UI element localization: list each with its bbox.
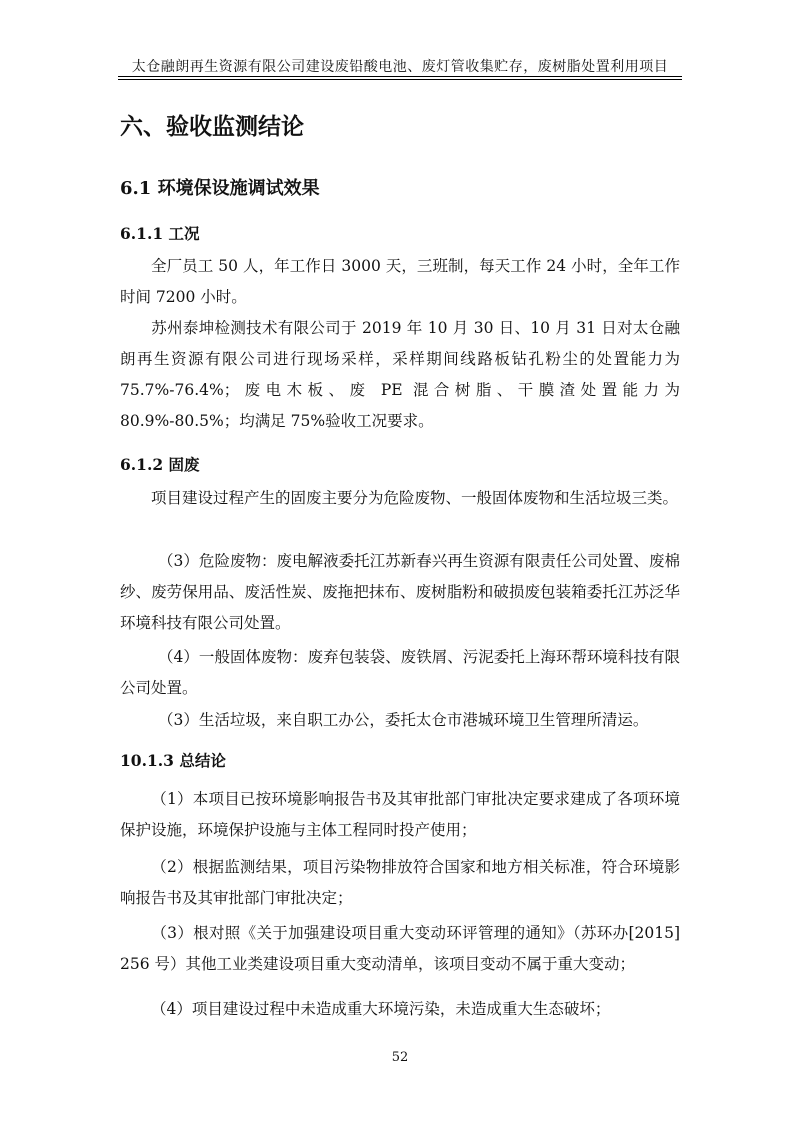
page-number: 52 [391, 1050, 409, 1065]
paragraph-text: （3）危险废物：废电解液委托江苏新春兴再生资源有限责任公司处置、废棉纱、废劳保用品、废活性炭、废拖把抹布、废树脂粉和破损废包装箱委托江苏泛华环境科技有限公司处置。 [120, 552, 680, 632]
paragraph [120, 918, 680, 980]
section-6-1-2-title: 6.1.2 固废 [120, 455, 200, 474]
section-10-1-3-title: 10.1.3 总结论 [120, 751, 226, 770]
paragraph [120, 852, 680, 914]
paragraph-text: 苏州泰坤检测技术有限公司于 2019 年 10 月 30 日、10 月 31 日对太仓融朗再生资源有限公司进行现场采样，采样期间线路板钻孔粉尘的处置能力为 75.7%-76.4%；废电木板、废 PE 混合树脂、干膜渣处置能力为 80.9%-80.5%；均满足 75%验收工况要求。 [120, 319, 680, 430]
paragraph [120, 546, 680, 639]
paragraph [120, 251, 680, 313]
running-header: 太仓融朗再生资源有限公司建设废铅酸电池、废灯管收集贮存，废树脂处置利用项目 [131, 59, 669, 75]
paragraph-text: （4）项目建设过程中未造成重大环境污染，未造成重大生态破坏； [151, 1000, 611, 1018]
paragraph-text: （3）根对照《关于加强建设项目重大变动环评管理的通知》（苏环办[2015] 256 号）其他工业类建设项目重大变动清单，该项目变动不属于重大变动； [120, 924, 680, 973]
section-6-1-title: 6.1 环境保设施调试效果 [120, 178, 320, 199]
chapter-title: 六、验收监测结论 [120, 113, 304, 140]
paragraph [120, 483, 680, 514]
paragraph-text: （2）根据监测结果，项目污染物排放符合国家和地方相关标准，符合环境影响报告书及其审批部门审批决定； [120, 858, 680, 907]
paragraph [120, 994, 680, 1025]
paragraph-text: 全厂员工 50 人，年工作日 3000 天，三班制，每天工作 24 小时，全年工作时间 7200 小时。 [120, 257, 680, 306]
paragraph [120, 313, 680, 437]
paragraph [120, 784, 680, 846]
paragraph-text: （1）本项目已按环境影响报告书及其审批部门审批决定要求建成了各项环境保护设施，环境保护设施与主体工程同时投产使用； [120, 790, 680, 839]
paragraph-text: （3）生活垃圾，来自职工办公，委托太仓市港城环境卫生管理所清运。 [158, 711, 649, 729]
header-rule-secondary [118, 79, 682, 80]
paragraph-text: （4）一般固体废物：废弃包装袋、废铁屑、污泥委托上海环帮环境科技有限公司处置。 [120, 648, 680, 697]
paragraph-text: 项目建设过程产生的固废主要分为危险废物、一般固体废物和生活垃圾三类。 [151, 489, 679, 507]
section-6-1-1-title: 6.1.1 工况 [120, 224, 200, 243]
paragraph [120, 705, 680, 736]
header-rule [118, 76, 682, 77]
paragraph [120, 642, 680, 704]
